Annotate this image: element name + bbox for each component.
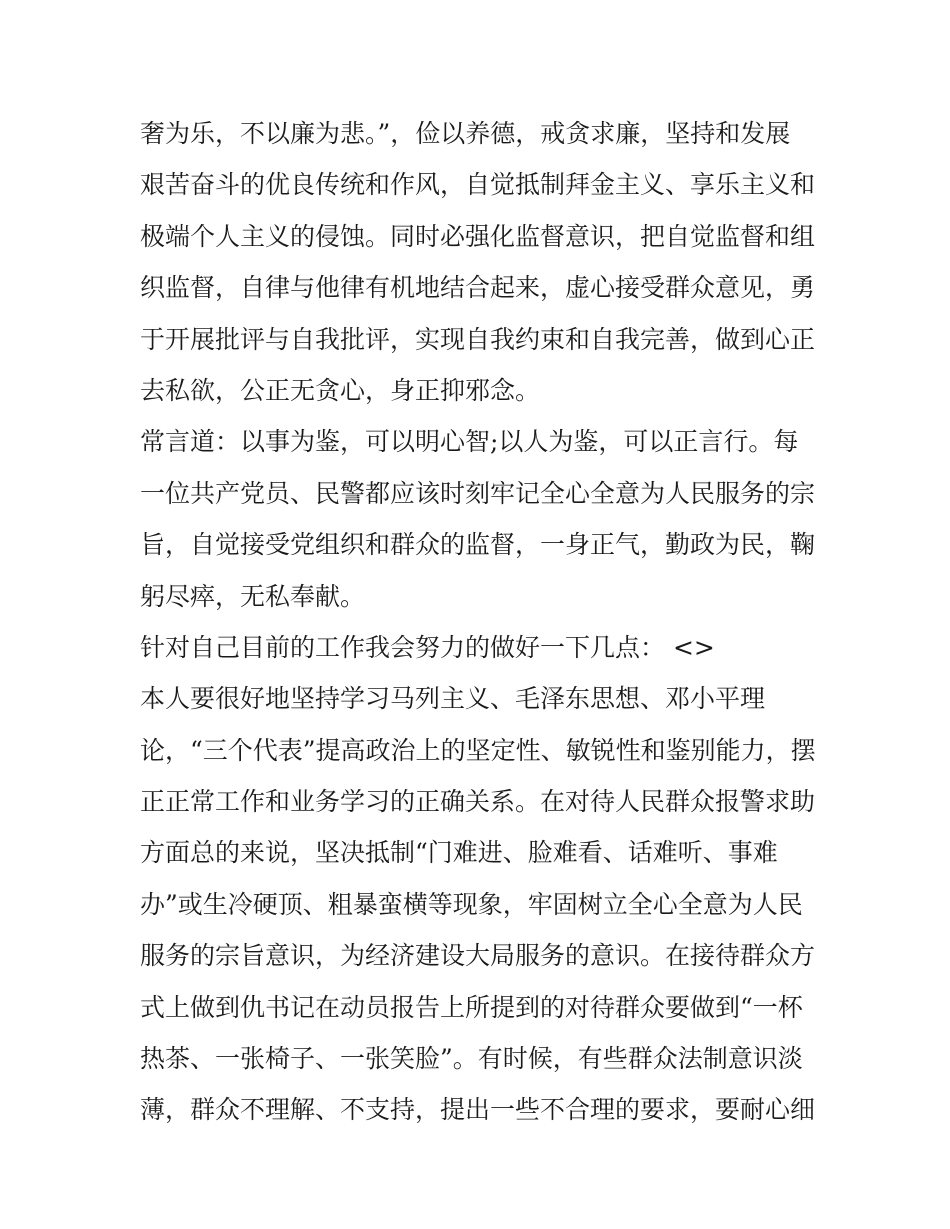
text-line: 于开展批评与自我批评，实现自我约束和自我完善，做到心正 bbox=[140, 324, 816, 354]
text-line: 去私欲，公正无贪心，身正抑邪念。 bbox=[140, 375, 541, 405]
text-line: 艰苦奋斗的优良传统和作风，自觉抵制拜金主义、享乐主义和 bbox=[140, 170, 816, 200]
text-line: 常言道：以事为鉴，可以明心智;以人为鉴，可以正言行。每 bbox=[140, 427, 799, 457]
text-line: 薄，群众不理解、不支持，提出一些不合理的要求，要耐心细 bbox=[140, 1095, 816, 1125]
text-line: 办”或生冷硬顶、粗暴蛮横等现象，牢固树立全心全意为人民 bbox=[140, 889, 803, 919]
text-line: 方面总的来说，坚决抵制“门难进、脸难看、话难听、事难 bbox=[140, 838, 778, 868]
text-line: 式上做到仇书记在动员报告上所提到的对待群众要做到“一杯 bbox=[140, 992, 803, 1022]
text-line: 服务的宗旨意识，为经济建设大局服务的意识。在接待群众方 bbox=[140, 941, 816, 971]
text-line: 一位共产党员、民警都应该时刻牢记全心全意为人民服务的宗 bbox=[140, 478, 816, 508]
text-line: 热茶、一张椅子、一张笑脸”。有时候，有些群众法制意识淡 bbox=[140, 1044, 803, 1074]
text-line: 针对自己目前的工作我会努力的做好一下几点： <> bbox=[140, 632, 715, 662]
text-line: 旨，自觉接受党组织和群众的监督，一身正气，勤政为民，鞠 bbox=[140, 530, 816, 560]
text-line: 正正常工作和业务学习的正确关系。在对待人民群众报警求助 bbox=[140, 787, 816, 817]
body-text bbox=[140, 108, 830, 1136]
text-line: 极端个人主义的侵蚀。同时必强化监督意识，把自觉监督和组 bbox=[140, 221, 816, 251]
text-line: 本人要很好地坚持学习马列主义、毛泽东思想、邓小平理 bbox=[140, 684, 766, 714]
text-line: 躬尽瘁，无私奉献。 bbox=[140, 581, 366, 611]
text-line: 奢为乐，不以廉为悲。”，俭以养德，戒贪求廉，坚持和发展 bbox=[140, 119, 791, 148]
text-line: 织监督，自律与他律有机地结合起来，虚心接受群众意见，勇 bbox=[140, 273, 816, 303]
text-line: 论，“三个代表”提高政治上的坚定性、敏锐性和鉴别能力，摆 bbox=[140, 735, 816, 765]
